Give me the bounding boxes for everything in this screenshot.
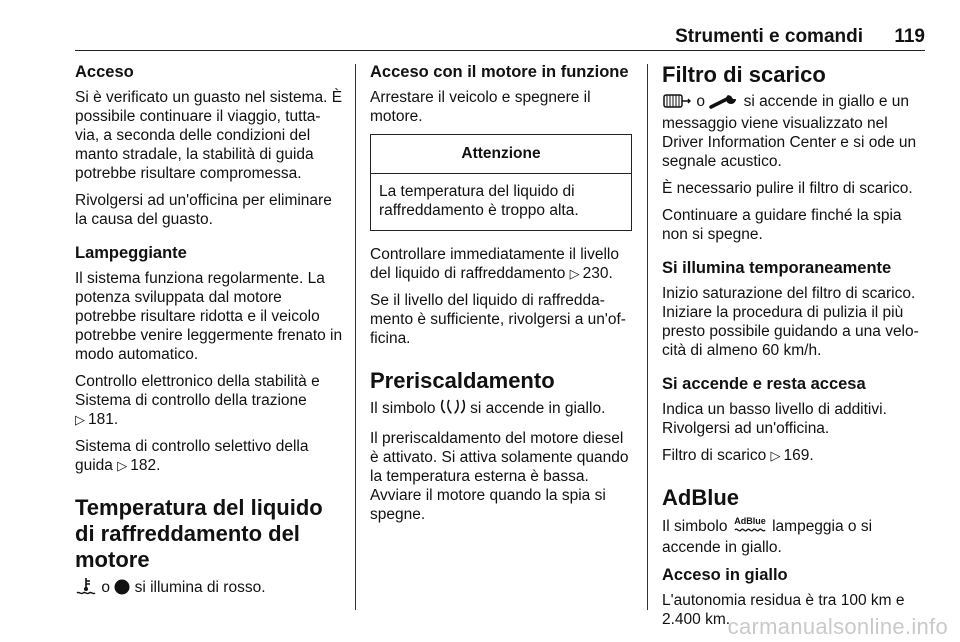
column-divider xyxy=(647,64,648,610)
paragraph-text: si accende in giallo e un messaggio viene visualizzato nel Driver Information Center e si ode un segnale acustico. xyxy=(662,93,917,170)
paragraph: Il sistema funziona regolarmente. La potenza sviluppata dal motore potrebbe risultare ridotta e il veicolo potrebbe venire leggermente frenato in modo automatico. xyxy=(75,270,343,363)
paragraph xyxy=(370,245,632,283)
paragraph: L'autonomia residua è tra 100 km e 2.400 km. xyxy=(662,592,905,628)
reference-arrow-icon: ▷ xyxy=(117,458,128,473)
column-middle xyxy=(370,62,632,532)
heading-acceso-motore: Acceso con il motore in funzione xyxy=(370,63,629,81)
page-header xyxy=(75,22,925,51)
paragraph: Inizio saturazione del filtro di scarico. Iniziare la procedura di pulizia il più presto possibile guidando a una velo-cità di almeno 60 km/h. xyxy=(662,285,919,359)
heading-acceso-giallo: Acceso in giallo xyxy=(662,566,788,584)
warning-box-title: Attenzione xyxy=(371,135,631,174)
paragraph-text: Controllo elettronico della stabilità e Sistema di controllo della trazione xyxy=(75,373,320,409)
paragraph xyxy=(662,92,930,171)
conjunction: o xyxy=(101,579,110,596)
column-divider xyxy=(355,64,356,610)
column-left xyxy=(75,62,343,608)
paragraph-text: lampeggia o si accende in giallo. xyxy=(662,518,873,556)
heading-acceso: Acceso xyxy=(75,63,134,81)
paragraph-text: Controllare immediatamente il livello del liquido di raffreddamento xyxy=(370,246,619,282)
adblue-icon xyxy=(732,515,768,538)
warning-box xyxy=(370,134,632,231)
warning-box-text: La temperatura del liquido di raffreddamento è troppo alta. xyxy=(379,183,579,219)
paragraph xyxy=(75,372,343,429)
paragraph xyxy=(662,515,930,557)
paragraph-text: Sistema di controllo selettivo della guida xyxy=(75,438,309,474)
paragraph-text: Filtro di scarico xyxy=(662,447,767,464)
reference-arrow-icon: ▷ xyxy=(770,448,781,463)
paragraph: Continuare a guidare finché la spia non si spegne. xyxy=(662,207,902,243)
paragraph xyxy=(370,398,632,421)
paragraph xyxy=(75,437,343,475)
paragraph: Si è verificato un guasto nel sistema. È possibile continuare il viaggio, tutta-via, a seconda delle condizioni del manto stradale, la stabilità di guida potrebbe risultare compromessa. xyxy=(75,89,343,182)
wrench-icon xyxy=(709,93,739,114)
conjunction: o xyxy=(696,93,705,110)
red-warning-dot-icon xyxy=(114,579,130,600)
reference-arrow-icon: ▷ xyxy=(75,412,85,427)
adblue-icon-label: AdBlue xyxy=(734,516,766,526)
page-reference[interactable]: 230. xyxy=(582,265,613,282)
paragraph: Indica un basso livello di additivi. Rivolgersi ad un'officina. xyxy=(662,401,887,437)
heading-lampeggiante: Lampeggiante xyxy=(75,244,187,262)
page-number: 119 xyxy=(894,26,925,47)
page-reference[interactable]: 181. xyxy=(88,411,119,428)
paragraph: Il preriscaldamento del motore diesel è attivato. Si attiva solamente quando la temperatura esterna è bassa. Avviare il motore quando la spia si spegne. xyxy=(370,430,629,523)
heading-temporaneamente: Si illumina temporaneamente xyxy=(662,259,892,277)
paragraph xyxy=(75,577,343,600)
exhaust-filter-icon xyxy=(662,93,692,114)
heading-resta-accesa: Si accende e resta accesa xyxy=(662,375,866,393)
page-reference[interactable]: 182. xyxy=(130,457,161,474)
paragraph-text: si illumina di rosso. xyxy=(134,579,266,596)
paragraph-text: Il simbolo xyxy=(662,518,728,535)
heading-filtro: Filtro di scarico xyxy=(662,62,826,87)
paragraph-text: si accende in giallo. xyxy=(470,400,606,417)
paragraph: Arrestare il veicolo e spegnere il motore. xyxy=(370,89,591,125)
page-reference[interactable]: 169. xyxy=(783,447,814,464)
reference-arrow-icon: ▷ xyxy=(569,266,580,281)
heading-adblue: AdBlue xyxy=(662,485,739,510)
paragraph-text: Il simbolo xyxy=(370,400,436,417)
heading-preriscaldamento: Preriscaldamento xyxy=(370,368,555,393)
paragraph: Se il livello del liquido di raffredda-mento è sufficiente, rivolgersi a un'of-ficina. xyxy=(370,292,626,347)
section-title: Strumenti e comandi xyxy=(675,26,863,47)
column-right xyxy=(662,62,930,637)
heading-temperatura: Temperatura del liquido di raffreddamento del motore xyxy=(75,495,323,572)
glow-plug-icon xyxy=(440,398,466,421)
watermark: carmanualsonline.info xyxy=(727,614,948,639)
paragraph: Rivolgersi ad un'officina per eliminare la causa del guasto. xyxy=(75,192,332,228)
paragraph: È necessario pulire il filtro di scarico. xyxy=(662,180,913,197)
paragraph xyxy=(662,446,930,465)
coolant-temperature-icon xyxy=(75,577,97,600)
